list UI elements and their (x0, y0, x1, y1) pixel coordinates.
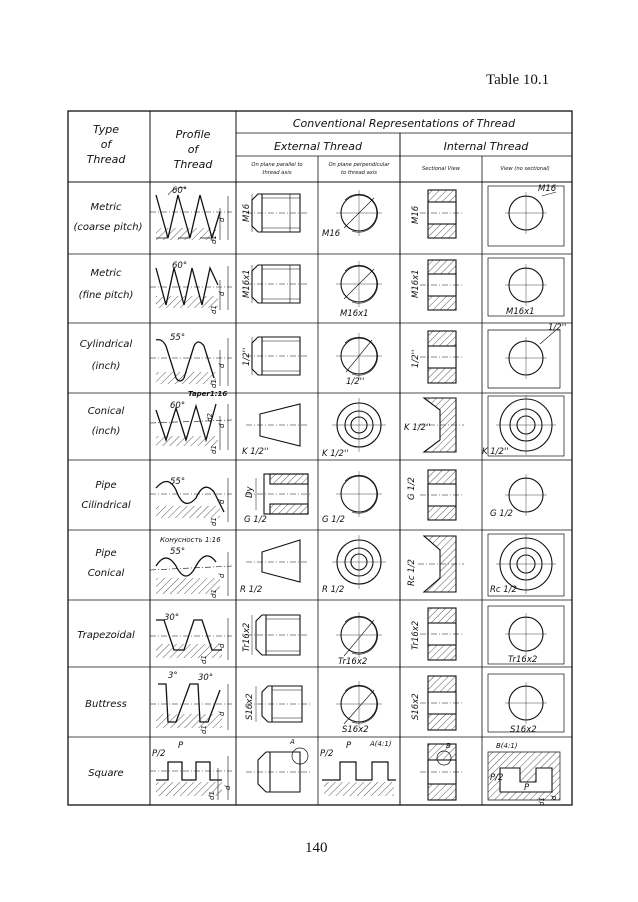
int-sec-row6 (418, 536, 464, 592)
ext-par-row5 (246, 474, 312, 514)
ext-perp-drawings (322, 190, 396, 796)
row4-d2: d2 (206, 413, 214, 422)
row4-int-view: K 1/2'' (482, 447, 509, 457)
row1-ext-perp: M16 (322, 229, 341, 239)
hdr-profile-1: Profile (175, 128, 211, 141)
row4-d: d (218, 423, 226, 428)
hdr-type-1: Type (92, 123, 120, 136)
row3-ext-perp: 1/2'' (346, 377, 365, 387)
row9-detail-b-title: B(4:1) (496, 742, 518, 750)
int-sec-row8 (420, 676, 464, 730)
profile-metric-coarse (150, 188, 232, 240)
row3-d1: d1 (210, 379, 218, 388)
row6-d1: d1 (210, 589, 218, 598)
row9-p: P (178, 741, 184, 751)
hdr-ext-perp-2: to thread axis (340, 170, 378, 176)
row-type-labels (73, 202, 142, 779)
ext-perp-row1 (336, 190, 382, 236)
row5-int-sec: G 1/2 (407, 477, 417, 500)
int-view-row3 (488, 330, 560, 388)
row3-type2: (inch) (91, 361, 121, 372)
row8-type1: Buttress (85, 699, 127, 710)
int-view-row8 (488, 674, 564, 732)
row5-ext-par: G 1/2 (244, 515, 267, 525)
row6-ext-par: R 1/2 (240, 585, 263, 595)
row8-int-sec: S16x2 (411, 693, 421, 720)
row6-int-sec: Rc 1/2 (407, 559, 417, 586)
profile-trapezoidal (150, 618, 232, 660)
row4-type1: Conical (87, 406, 125, 417)
row9-p-c: P (524, 783, 530, 793)
row5-ext-dim: Dy (245, 486, 255, 498)
row1-int-sec: M16 (411, 205, 421, 224)
row9-d: d (224, 785, 232, 790)
table-grid (68, 111, 572, 805)
row6-taper: Конусность 1:16 (160, 536, 221, 544)
row2-type1: Metric (90, 268, 122, 279)
row5-type2: Cilindrical (81, 500, 131, 511)
ext-par-row9 (246, 748, 312, 792)
int-sectional-drawings (418, 190, 464, 800)
ext-perp-row9 (322, 762, 396, 796)
row2-ext-perp: M16x1 (340, 309, 369, 319)
row5-ext-perp: G 1/2 (322, 515, 345, 525)
ext-par-row4 (246, 404, 308, 446)
row5-d: d (218, 499, 226, 504)
row5-int-view: G 1/2 (490, 509, 513, 519)
ext-par-row2 (246, 265, 308, 303)
row1-d: d (218, 217, 226, 222)
row8-angle2: 3° (168, 671, 178, 681)
row5-d1: d1 (210, 517, 218, 526)
row6-type1: Pipe (95, 548, 117, 559)
row9-type1: Square (88, 768, 124, 779)
row3-int-view: 1/2'' (548, 323, 567, 333)
row9-d1-c: d1 (538, 797, 546, 806)
row3-ext-par: 1/2'' (242, 347, 252, 366)
row1-ext-par: M16 (242, 203, 252, 222)
row9-detail-a-title: A(4:1) (370, 740, 392, 748)
row1-int-view: M16 (538, 184, 557, 194)
row2-angle: 60° (172, 261, 188, 271)
row6-int-view: Rc 1/2 (490, 585, 517, 595)
row4-int-sec: K 1/2'' (404, 423, 431, 433)
hdr-ext-perp-1: On plane perpendicular (328, 162, 390, 168)
int-sec-row5 (420, 470, 464, 520)
hdr-int-view: View (no sectional) (500, 166, 550, 172)
row8-d: d (218, 711, 226, 716)
profile-labels (152, 186, 232, 800)
row8-ext-perp: S16x2 (342, 725, 369, 735)
row3-angle: 55° (170, 333, 186, 343)
row2-d: d (218, 291, 226, 296)
row2-d1: d1 (210, 305, 218, 314)
hdr-profile-2: of (187, 143, 199, 156)
profile-square (150, 756, 232, 800)
int-sec-row7 (420, 608, 464, 660)
row3-d: d (218, 363, 226, 368)
row9-d-c: d (550, 795, 558, 800)
hdr-conventional: Conventional Representations of Thread (292, 117, 516, 130)
row5-angle: 55° (170, 477, 186, 487)
row3-type1: Cylindrical (79, 339, 133, 350)
row8-int-view: S16x2 (510, 725, 537, 735)
ext-par-row8 (246, 686, 310, 722)
int-view-drawings (488, 186, 567, 800)
row1-angle: 60° (172, 186, 188, 196)
row4-ext-par: K 1/2'' (242, 447, 269, 457)
ext-par-row1 (246, 194, 308, 232)
int-view-row1 (488, 186, 564, 246)
row7-d: d (218, 643, 226, 648)
hdr-type-3: Thread (86, 153, 126, 166)
row7-int-sec: Tr16x2 (411, 620, 421, 650)
ext-parallel-drawings (246, 194, 312, 792)
row2-ext-par: M16x1 (242, 269, 252, 298)
row1-type1: Metric (90, 202, 122, 213)
row9-d1: d1 (208, 791, 216, 800)
hdr-internal: Internal Thread (443, 140, 529, 153)
row9-detail-a: A (290, 738, 295, 746)
row2-int-view: M16x1 (506, 307, 535, 317)
ext-perp-row4 (332, 398, 386, 452)
ext-par-row7 (246, 615, 308, 655)
row9-p2: P/2 (152, 749, 166, 759)
ext-perp-row3 (336, 333, 382, 379)
int-sec-row2 (420, 260, 464, 310)
row9-detail-b: B (446, 742, 451, 750)
row6-angle: 55° (170, 547, 186, 557)
row6-ext-perp: R 1/2 (322, 585, 345, 595)
row9-p-b: P (346, 741, 352, 751)
ext-par-row3 (246, 337, 308, 375)
row8-ext-par: S16x2 (245, 693, 255, 720)
ext-perp-row5 (336, 471, 382, 517)
int-sec-row3 (420, 331, 464, 383)
row4-angle: 60° (170, 401, 186, 411)
row8-d1: d1 (200, 725, 208, 734)
row2-type2: (fine pitch) (78, 290, 134, 301)
int-sec-row9 (420, 744, 464, 800)
page-number: 140 (305, 840, 328, 856)
ext-par-row6 (246, 540, 308, 582)
row7-ext-perp: Tr16x2 (338, 657, 368, 667)
hdr-external: External Thread (273, 140, 363, 153)
row8-angle: 30° (198, 673, 214, 683)
hdr-int-sectional: Sectional View (422, 166, 460, 172)
profile-metric-fine (150, 266, 232, 310)
row4-ext-perp: K 1/2'' (322, 449, 349, 459)
row6-type2: Conical (87, 568, 125, 579)
row4-d1: d1 (210, 445, 218, 454)
hdr-ext-parallel-2: thread axis (262, 170, 292, 176)
profile-cylindrical-inch (150, 338, 232, 386)
row7-ext-par: Tr16x2 (242, 622, 252, 652)
row7-angle: 30° (164, 613, 180, 623)
row9-p2-c: P/2 (490, 773, 504, 783)
ext-perp-row2 (336, 261, 382, 307)
hdr-type-2: of (100, 138, 112, 151)
ext-perp-row8 (336, 681, 382, 727)
row1-d1: d1 (210, 235, 218, 244)
row9-p2-b: P/2 (320, 749, 334, 759)
ext-perp-row6 (332, 535, 386, 589)
row2-int-sec: M16x1 (411, 269, 421, 298)
row3-int-sec: 1/2'' (411, 349, 421, 368)
row1-type2: (coarse pitch) (73, 222, 143, 233)
row7-int-view: Tr16x2 (508, 655, 538, 665)
int-sec-row1 (420, 190, 464, 238)
row4-type2: (inch) (91, 426, 121, 437)
ext-perp-row7 (336, 612, 382, 658)
profile-buttress (150, 684, 232, 730)
row7-d1: d1 (200, 655, 208, 664)
row6-d: d (218, 573, 226, 578)
table-caption: Table 10.1 (486, 72, 550, 88)
row5-type1: Pipe (95, 480, 117, 491)
hdr-ext-parallel-1: On plane parallel to (251, 162, 303, 168)
hdr-profile-3: Thread (173, 158, 213, 171)
profile-drawings (150, 188, 232, 800)
row4-taper: Taper1:16 (188, 390, 228, 398)
row7-type1: Trapezoidal (77, 630, 135, 641)
